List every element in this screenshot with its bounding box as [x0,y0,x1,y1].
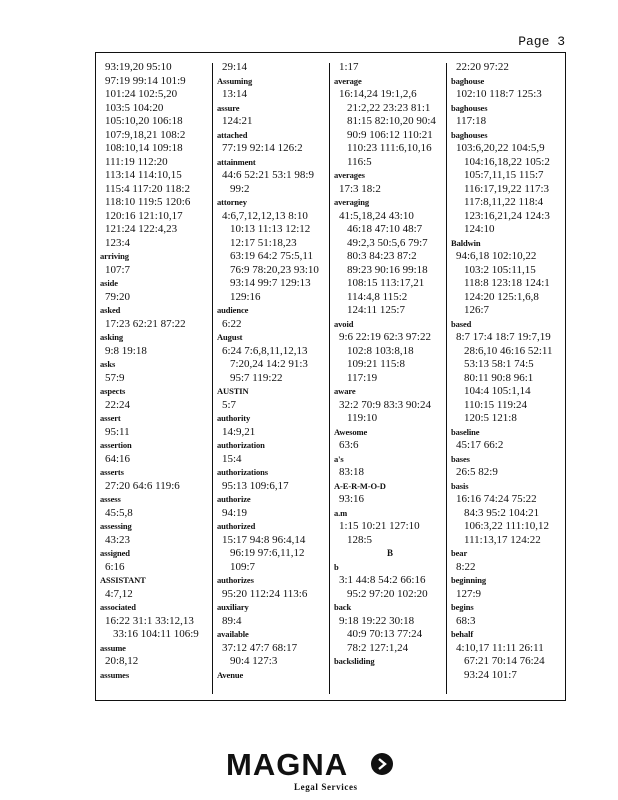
page-line-refs: 120:5 121:8 [464,412,517,424]
index-term: August [217,332,243,342]
page-line-refs: 124:21 [222,115,253,127]
page-line-refs: 120:16 121:10,17 [105,209,183,222]
page-line-refs: 89:23 90:16 99:18 [347,263,428,276]
page-line-refs: 13:14 [222,88,248,100]
index-term: based [451,318,472,329]
index-term: AUSTIN [217,386,249,396]
page-line-refs: 93:24 101:7 [464,668,517,681]
index-term: ASSISTANT [100,575,146,585]
index-term: beginning [451,575,487,585]
page-line-refs: 121:24 122:4,23 [105,223,178,235]
page-line-refs: 105:7,11,15 115:7 [464,169,544,181]
index-term: behalf [451,629,474,639]
column-divider [212,63,213,694]
page-line-refs: 94:6,18 102:10,22 [456,250,537,262]
page-line-refs: 93:16 [339,493,365,505]
index-term: Assuming [217,75,253,86]
index-term: A-E-R-M-O-D [334,480,386,491]
page-line-refs: 97:19 99:14 101:9 [105,74,186,87]
index-term: Baldwin [451,237,481,248]
page-line-refs: 63:19 64:2 75:5,11 [230,250,314,262]
index-term: assert [100,413,121,423]
index-term: baseline [451,426,480,437]
page-line-refs: 45:5,8 [105,506,133,519]
index-column-3 [334,61,446,696]
index-term: baghouses [451,129,488,140]
index-term: attached [217,129,248,140]
column-divider [446,63,447,694]
page-line-refs: 46:18 47:10 48:7 [347,223,423,235]
page-line-refs: 67:21 70:14 76:24 [464,655,545,667]
index-term: baghouses [451,102,488,113]
index-frame [95,52,566,701]
page-line-refs: 57:9 [105,371,125,384]
page-line-refs: 16:22 31:1 33:12,13 [105,614,194,627]
page-line-refs: 123:4 [105,236,131,249]
page-line-refs: 90:9 106:12 110:21 [347,128,433,141]
index-term: bear [451,548,468,558]
index-term: aside [100,278,118,288]
index-column-1 [100,61,212,696]
page-line-refs: 110:15 119:24 [464,398,528,411]
page-line-refs: 113:14 114:10,15 [105,169,182,181]
index-term: asking [100,332,124,342]
index-column-4 [451,61,563,696]
page-line-refs: 124:11 125:7 [347,304,405,316]
page-line-refs: 114:4,8 115:2 [347,290,408,303]
index-term: Avenue [217,669,244,680]
page-line-refs: 10:13 11:13 12:12 [230,223,311,235]
page-line-refs: 81:15 82:10,20 90:4 [347,115,436,127]
index-term: back [334,602,352,612]
page-line-refs: 117:18 [456,115,487,127]
page-line-refs: 90:4 127:3 [230,655,278,667]
page-line-refs: 102:10 118:7 125:3 [456,88,542,100]
index-term: asked [100,305,121,315]
page-line-refs: 28:6,10 46:16 52:11 [464,344,553,357]
index-term: assessing [100,521,132,531]
index-term: averaging [334,197,369,207]
column-divider [329,63,330,694]
index-term: attainment [217,156,256,167]
index-term: baghouse [451,75,485,86]
page-line-refs: 119:10 [347,412,378,424]
page-line-refs: 89:4 [222,614,242,627]
page-line-refs: 104:16,18,22 105:2 [464,155,550,168]
page-line-refs: 12:17 51:18,23 [230,236,297,249]
index-term: b [334,561,339,572]
page-line-refs: 4:7,12 [105,587,133,600]
index-term: assertion [100,440,132,450]
page-line-refs: 79:20 [105,290,131,303]
page-line-refs: 127:9 [456,587,482,600]
index-term: available [217,629,249,639]
section-letter: B [386,548,393,558]
page-line-refs: 37:12 47:7 68:17 [222,641,298,654]
page-line-refs: 117:8,11,22 118:4 [464,196,544,208]
page-line-refs: 83:18 [339,466,365,478]
page-line-refs: 111:13,17 124:22 [464,533,541,546]
index-term: assume [100,642,126,653]
page-line-refs: 45:17 66:2 [456,439,504,451]
page-line-refs: 64:16 [105,452,131,465]
page-line-refs: 103:2 105:11,15 [464,263,536,276]
index-term: attorney [217,197,247,207]
page-line-refs: 101:24 102:5,20 [105,88,178,100]
index-term: assure [217,102,240,113]
index-term: authorizations [217,467,269,477]
page-line-refs: 77:19 92:14 126:2 [222,142,303,154]
page-line-refs: 107:9,18,21 108:2 [105,128,186,141]
page-line-refs: 95:13 109:6,17 [222,479,289,492]
index-term: auxiliary [217,602,249,612]
page-line-refs: 6:22 [222,317,242,330]
page-line-refs: 40:9 70:13 77:24 [347,628,423,640]
page-line-refs: 17:3 18:2 [339,182,381,195]
page-line-refs: 68:3 [456,614,476,627]
magna-logo [226,748,396,792]
page-line-refs: 103:6,20,22 104:5,9 [456,142,545,154]
index-term: asserts [100,467,124,477]
page-line-refs: 9:8 19:18 [105,344,147,357]
index-term: assess [100,494,121,504]
page-line-refs: 8:22 [456,560,476,573]
index-term: authority [217,413,251,423]
page-line-refs: 15:17 94:8 96:4,14 [222,533,306,546]
index-term: Awesome [334,426,368,437]
page-line-refs: 5:7 [222,398,237,411]
page-line-refs: 126:7 [464,304,490,316]
page-line-refs: 20:8,12 [105,655,139,667]
logo-wordmark: MAGNA [226,747,349,782]
page-line-refs: 41:5,18,24 43:10 [339,209,414,222]
index-term: authorize [217,494,251,504]
page-line-refs: 16:16 74:24 75:22 [456,493,537,505]
index-term: asks [100,359,116,369]
page-line-refs: 43:23 [105,533,131,546]
page-line-refs: 118:8 123:18 124:1 [464,277,550,289]
page-line-refs: 106:3,22 111:10,12 [464,520,550,532]
index-term: authorization [217,440,265,450]
page-line-refs: 111:19 112:20 [105,155,168,168]
page-line-refs: 110:23 111:6,10,16 [347,142,432,154]
page-line-refs: 6:16 [105,560,125,573]
index-term: backsliding [334,656,375,666]
index-term: begins [451,602,474,612]
page-line-refs: 117:19 [347,371,378,384]
page-label: Page 3 [518,34,565,49]
page-line-refs: 44:6 52:21 53:1 98:9 [222,169,314,181]
page-line-refs: 124:20 125:1,6,8 [464,290,539,303]
page-line-refs: 1:15 10:21 127:10 [339,520,420,532]
page-line-refs: 95:11 [105,425,130,438]
index-term: bases [451,453,470,464]
page-line-refs: 22:24 [105,398,131,411]
index-term: averages [334,170,365,180]
page-line-refs: 118:10 119:5 120:6 [105,196,191,208]
page-line-refs: 1:17 [339,61,359,73]
page-line-refs: 95:20 112:24 113:6 [222,587,308,600]
page-line-refs: 78:2 127:1,24 [347,641,409,654]
page-line-refs: 93:14 99:7 129:13 [230,277,311,289]
index-term: aware [334,386,356,396]
page-line-refs: 93:19,20 95:10 [105,61,172,73]
index-term: average [334,75,362,86]
index-column-2 [217,61,329,696]
page-line-refs: 9:18 19:22 30:18 [339,614,415,627]
page-line-refs: 27:20 64:6 119:6 [105,479,180,492]
page-line-refs: 102:8 103:8,18 [347,344,414,357]
page-line-refs: 21:2,22 23:23 81:1 [347,101,431,114]
page-line-refs: 76:9 78:20,23 93:10 [230,263,319,276]
page-line-refs: 128:5 [347,533,373,546]
page-line-refs: 4:10,17 11:11 26:11 [456,641,544,654]
page-line-refs: 29:14 [222,61,248,73]
page-line-refs: 95:2 97:20 102:20 [347,587,428,600]
page-line-refs: 14:9,21 [222,425,256,438]
page-line-refs: 95:7 119:22 [230,371,283,384]
page-line-refs: 80:3 84:23 87:2 [347,250,417,262]
page-line-refs: 116:17,19,22 117:3 [464,182,550,195]
page-line-refs: 109:21 115:8 [347,358,405,370]
page-line-refs: 15:4 [222,452,242,465]
page-line-refs: 124:10 [464,223,495,235]
page-line-refs: 116:5 [347,155,372,168]
page-line-refs: 33:16 104:11 106:9 [113,628,199,640]
index-term: authorized [217,521,256,531]
page-line-refs: 108:15 113:17,21 [347,277,425,289]
index-term: basis [451,480,469,491]
page-line-refs: 105:10,20 106:18 [105,115,183,127]
page-line-refs: 123:16,21,24 124:3 [464,209,550,222]
page-line-refs: 7:20,24 14:2 91:3 [230,358,308,370]
page-line-refs: 49:2,3 50:5,6 79:7 [347,236,428,249]
page-line-refs: 115:4 117:20 118:2 [105,182,190,195]
index-term: audience [217,305,249,315]
index-term: assigned [100,548,130,558]
page-line-refs: 53:13 58:1 74:5 [464,358,534,370]
page-line-refs: 22:20 97:22 [456,61,509,73]
index-term: assumes [100,669,130,680]
page-line-refs: 16:14,24 19:1,2,6 [339,88,417,100]
index-term: authorizes [217,575,254,585]
page-line-refs: 8:7 17:4 18:7 19:7,19 [456,331,551,343]
index-term: a's [334,453,344,464]
page-line-refs: 63:6 [339,439,359,451]
page-line-refs: 32:2 70:9 83:3 90:24 [339,398,431,411]
index-term: associated [100,602,136,612]
page-line-refs: 107:7 [105,263,131,276]
page-line-refs: 108:10,14 109:18 [105,142,183,154]
chevron-right-circle-icon [371,753,393,775]
page-line-refs: 17:23 62:21 87:22 [105,317,186,330]
page-line-refs: 96:19 97:6,11,12 [230,547,305,559]
page-line-refs: 9:6 22:19 62:3 97:22 [339,331,431,343]
index-term: a.m [334,507,348,518]
page-line-refs: 129:16 [230,290,261,303]
page-line-refs: 103:5 104:20 [105,101,164,114]
page-line-refs: 84:3 95:2 104:21 [464,506,540,519]
page-line-refs: 4:6,7,12,12,13 8:10 [222,209,308,222]
index-term: aspects [100,386,126,396]
page-line-refs: 99:2 [230,182,250,195]
page-line-refs: 104:4 105:1,14 [464,385,531,397]
page-line-refs: 6:24 7:6,8,11,12,13 [222,344,308,357]
logo-subtitle: Legal Services [294,782,358,792]
page-line-refs: 109:7 [230,560,256,573]
index-term: avoid [334,318,354,329]
page-line-refs: 3:1 44:8 54:2 66:16 [339,574,426,586]
index-term: arriving [100,251,129,261]
page-line-refs: 80:11 90:8 96:1 [464,371,534,384]
page-line-refs: 94:19 [222,506,248,519]
page-line-refs: 26:5 82:9 [456,466,498,478]
